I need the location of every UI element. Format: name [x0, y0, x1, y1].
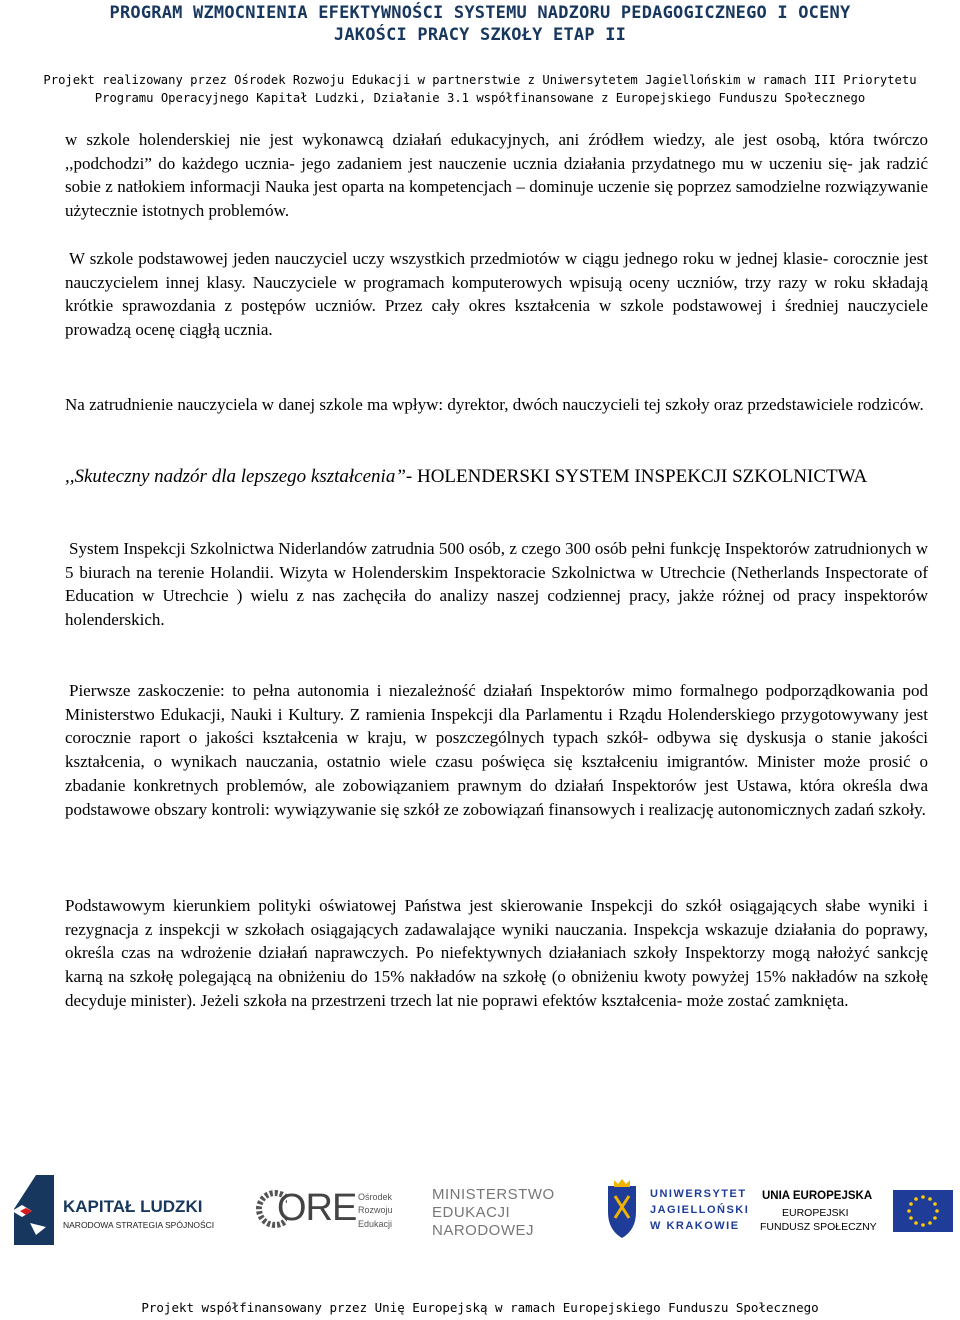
men-line-1: MINISTERSTWO [432, 1186, 555, 1203]
men-line-3: NARODOWEJ [432, 1222, 534, 1239]
uj-crest-icon [600, 1178, 644, 1240]
ue-line-1: UNIA EUROPEJSKA [762, 1190, 873, 1202]
logos-bar [0, 1170, 960, 1250]
uj-line-2: JAGIELLOŃSKI [650, 1204, 750, 1216]
section-heading-caps: HOLENDERSKI SYSTEM INSPEKCJI SZKOLNICTWA [412, 466, 868, 487]
header-subtitle-line-1: Projekt realizowany przez Ośrodek Rozwoju Edukacji w partnerstwie z Uniwersytetem Jagiellońskim w ramach III Priorytetu [43, 73, 917, 87]
uj-logo [600, 1174, 750, 1244]
ue-line-2: EUROPEJSKI [782, 1207, 849, 1219]
ue-logo [760, 1188, 955, 1248]
kapital-ludzki-emblem-icon [10, 1175, 58, 1245]
men-line-2: EDUKACJI [432, 1204, 511, 1221]
kapital-ludzki-title: KAPITAŁ LUDZKI [63, 1197, 203, 1216]
uj-line-1: UNIWERSYTET [650, 1188, 747, 1200]
paragraph-3: Na zatrudnienie nauczyciela w danej szkole ma wpływ: dyrektor, dwóch nauczycieli tej szkoły oraz przedstawiciele rodziców. [65, 395, 924, 414]
ore-line-3: Edukacji [358, 1219, 393, 1229]
paragraph-1: w szkole holenderskiej nie jest wykonawcą działań edukacyjnych, ani źródłem wiedzy, ale jest osobą, która twórczo ,,podchodzi” do każdego ucznia- jego zadaniem jest nauczenie ucznia działania przydatnego mu w uczeniu się- jak radzić sobie z natłokiem informacji Nauka jest oparta na kompetencjach – dominuje uczenie się poprzez samodzielne rozwiązywanie użytecznie istotnych problemów. [65, 130, 928, 221]
paragraph-2: W szkole podstawowej jeden nauczyciel uczy wszystkich przedmiotów w ciągu jednego roku w jednej klasie- corocznie jest nauczycielem innej klasy. Nauczyciele w programach komputerowych wpisują oceny uczniów, trzy razy w roku składają krótkie sprawozdania z postępów uczniów. Przez cały okres kształcenia w szkole podstawowej i średniej nauczyciele prowadzą ocenę ciągłą ucznia. [65, 249, 928, 340]
ore-logo [255, 1185, 405, 1240]
kapital-ludzki-subtitle: NARODOWA STRATEGIA SPÓJNOŚCI [63, 1220, 215, 1230]
header-subtitle-line-2: Programu Operacyjnego Kapitał Ludzki, Działanie 3.1 współfinansowane z Europejskiego Funduszu Społecznego [94, 91, 866, 105]
kapital-ludzki-logo [10, 1175, 215, 1250]
paragraph-4: System Inspekcji Szkolnictwa Niderlandów zatrudnia 500 osób, z czego 300 osób pełni funkcję Inspektorów zatrudnionych w 5 biurach na terenie Holandii. Wizyta w Holenderskim Inspektoracie Szkolnictwa w Utrechcie (Netherlands Inspectorate of Education w Utrechcie ) wielu z nas zachęciła do analizy naszej codziennej pracy, jakże różnej od pracy inspektorów holenderskich. [65, 539, 928, 630]
section-heading-italic: ,,Skuteczny nadzór dla lepszego kształcenia”- [65, 466, 413, 487]
paragraph-5: Pierwsze zaskoczenie: to pełna autonomia i niezależność działań Inspektorów mimo formalnego podporządkowania pod Ministerstwo Edukacji, Nauki i Kultury. Z ramienia Inspekcji dla Parlamentu i Rządu Holenderskiego przygotowywany jest corocznie raport o jakości kształcenia w kraju, w poszczególnych typach szkół- odbywa się dyskusja o stanie jakości kształcenia, o wynikach nauczania, ostatnio wiele czasu poświęca się kształceniu imigrantów. Minister może prosić o zbadanie konkretnych problemów, ale zobowiązaniem prawnym do działań Inspektorów jest Ustawa, która określa dwa podstawowe obszary kontroli: wywiązywanie się szkół ze zobowiązań finansowych i realizację autonomicznych zadań szkoły. [65, 681, 928, 819]
footer-text: Projekt współfinansowany przez Unię Europejską w ramach Europejskiego Funduszu Społecznego [141, 1300, 819, 1315]
ore-line-1: Ośrodek [358, 1192, 393, 1202]
eu-flag-icon [893, 1190, 953, 1232]
paragraph-6: Podstawowym kierunkiem polityki oświatowej Państwa jest skierowanie Inspekcji do szkół osiągających słabe wyniki i rezygnacja z inspekcji w szkołach osiągających zadawalające wyniki nauczania. Inspekcja wskazuje działania do poprawy, określa czas na wdrożenie działań naprawczych. Po niefektywnych działaniach szkoły Inspektorzy mogą nałożyć sankcję karną na szkołę polegającą na obniżeniu do 15% nakładów na szkołę (o obniżeniu kwoty powyżej 15% nakładów na szkołę decyduje minister). Jeżeli szkoła na przestrzeni trzech lat nie poprawi efektów kształcenia- może zostać zamknięta. [65, 896, 928, 1010]
ore-mark: ORE [277, 1187, 357, 1229]
section-heading [65, 464, 928, 489]
uj-line-3: W KRAKOWIE [650, 1220, 740, 1232]
header-title-line-2: JAKOŚCI PRACY SZKOŁY ETAP II [333, 25, 627, 45]
ue-line-3: FUNDUSZ SPOŁECZNY [760, 1221, 877, 1233]
men-logo [432, 1186, 572, 1246]
ore-line-2: Rozwoju [358, 1205, 393, 1215]
header-title-line-1: PROGRAM WZMOCNIENIA EFEKTYWNOŚCI SYSTEMU NADZORU PEDAGOGICZNEGO I OCENY [109, 3, 851, 23]
